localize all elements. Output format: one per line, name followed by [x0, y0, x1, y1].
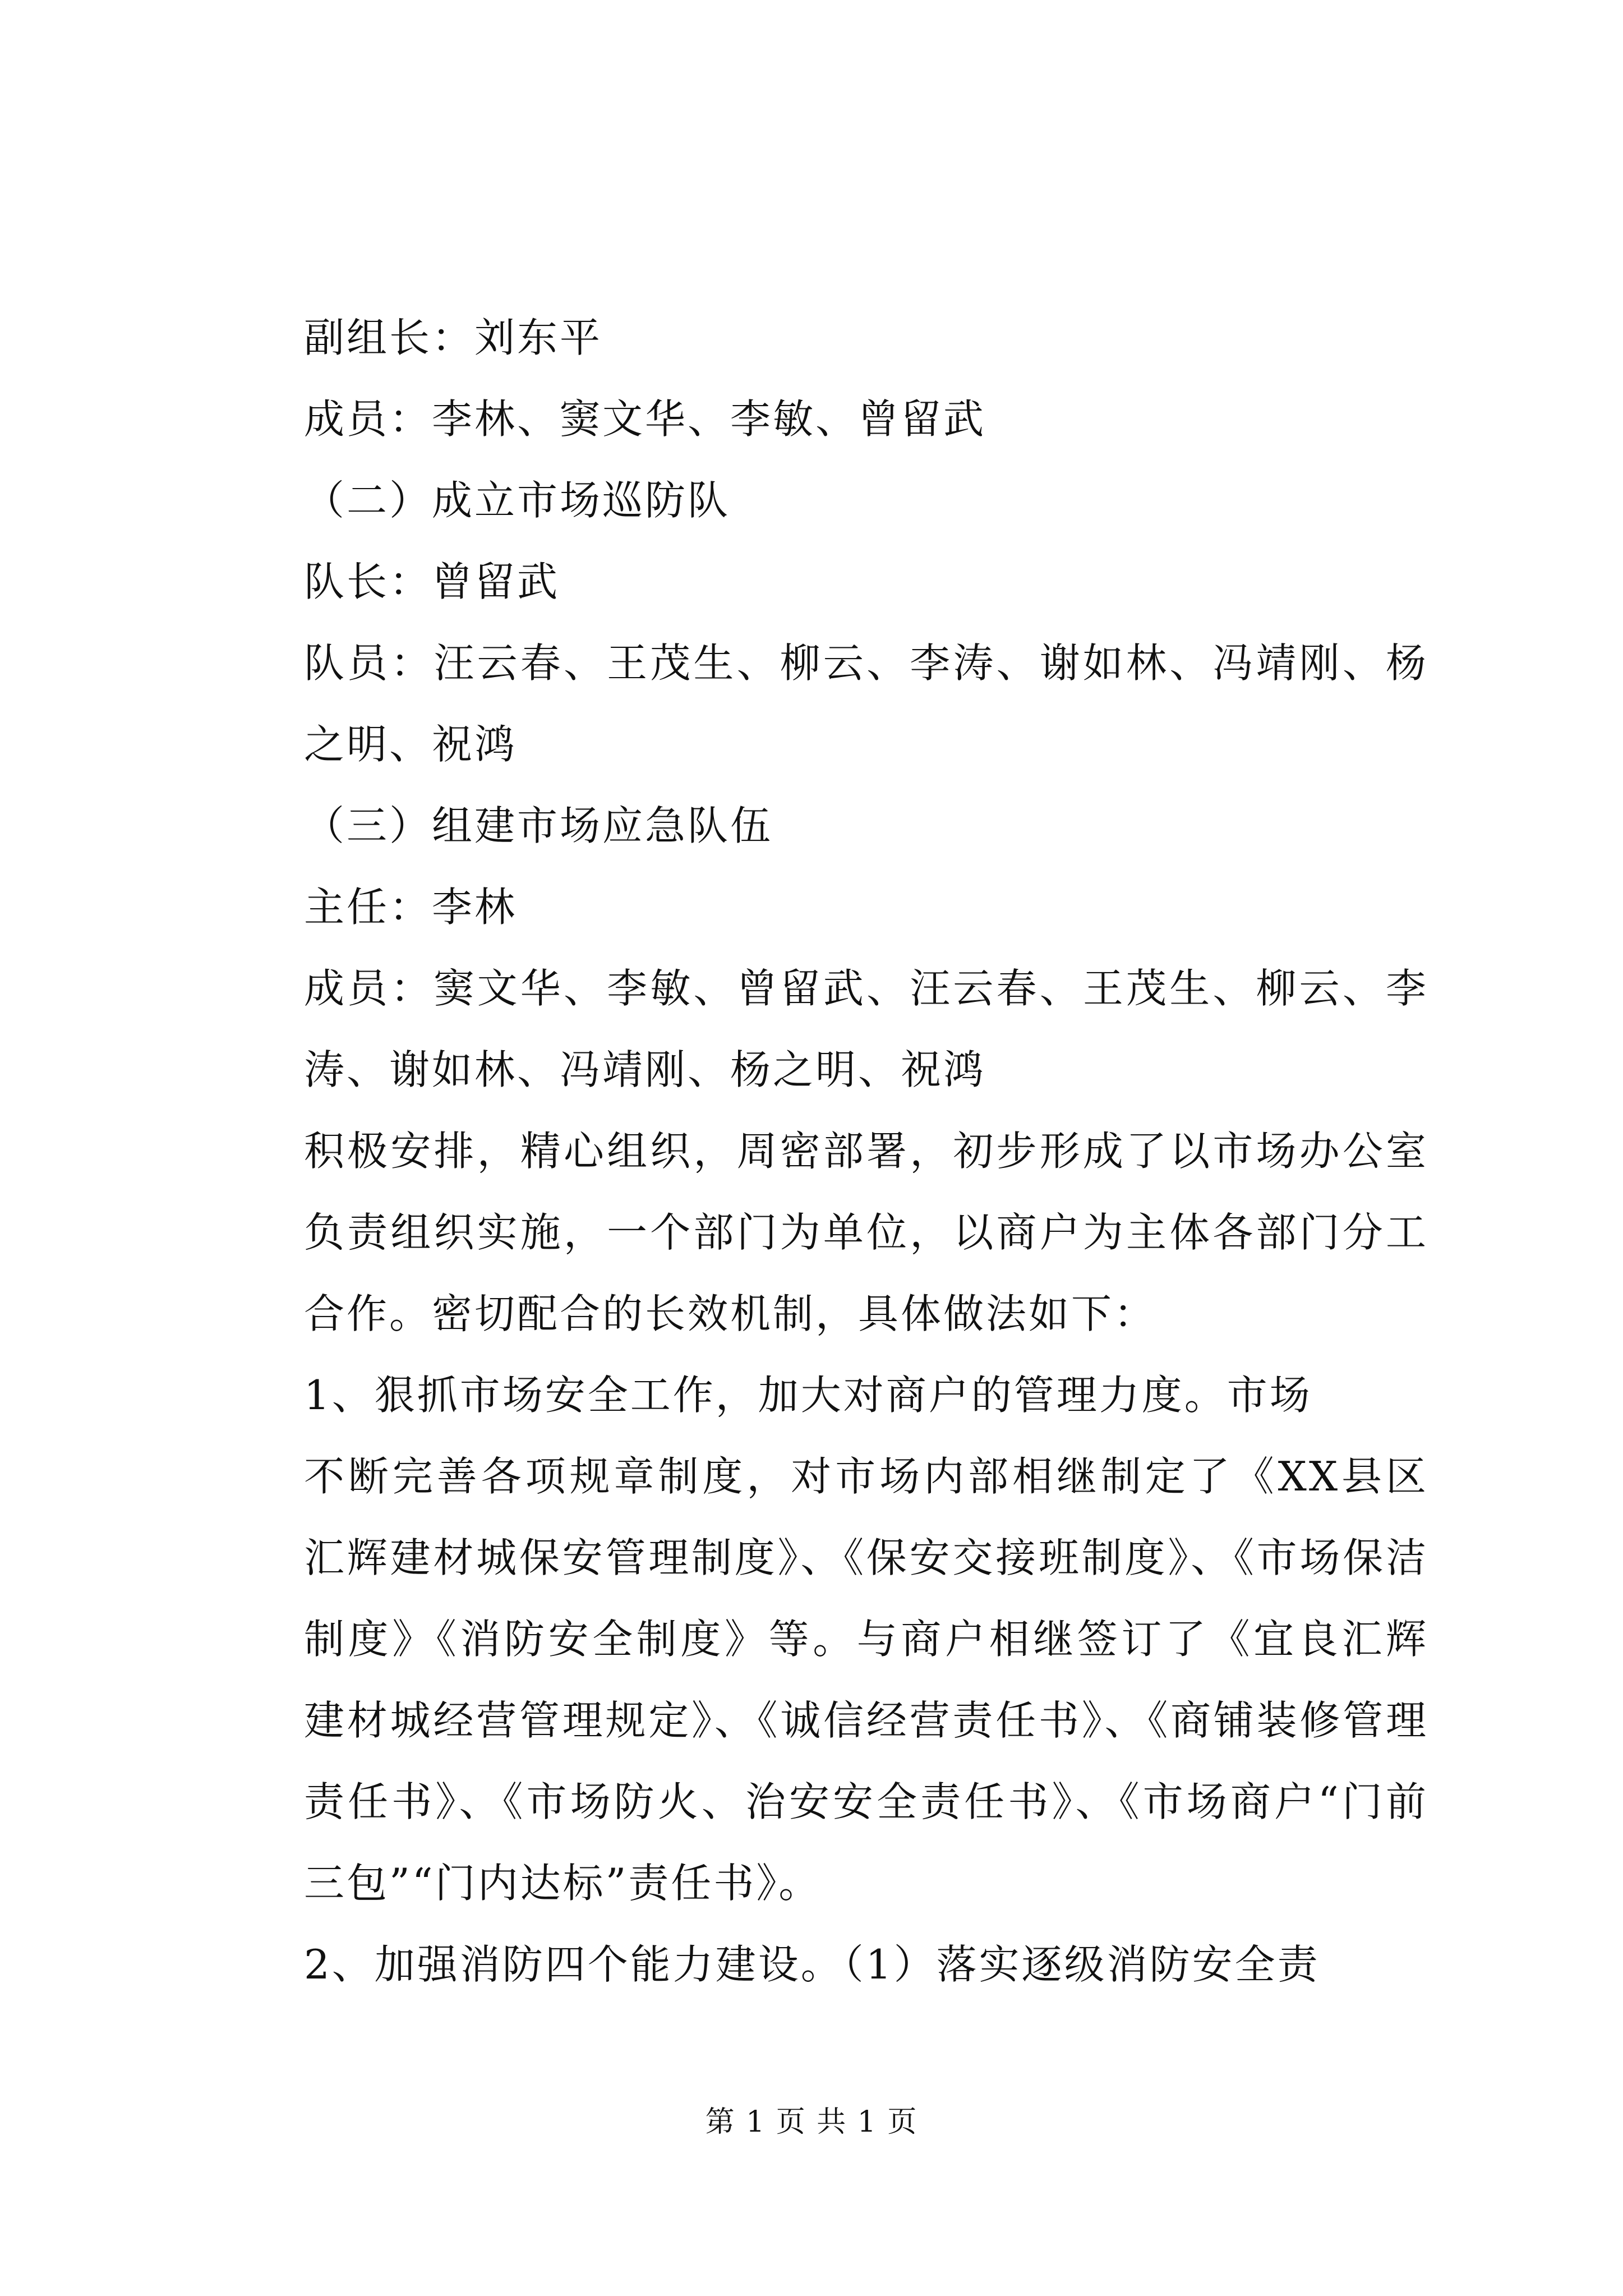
paragraph-mechanism: 积极安排，精心组织，周密部署，初步形成了以市场办公室负责组织实施，一个部门为单位，以商户为主体各部门分工合作。密切配合的长效机制，具体做法如下： — [304, 1128, 1428, 1337]
paragraph-team-members: 队员：汪云春、王茂生、柳云、李涛、谢如林、冯靖刚、杨之明、祝鸿 — [304, 639, 1428, 768]
paragraph-team-captain: 队长：曾留武 — [304, 558, 560, 605]
paragraph-director: 主任：李林 — [304, 884, 518, 931]
paragraph-regulations: 不断完善各项规章制度，对市场内部相继制定了《XX县区汇辉建材城保安管理制度》、《保安交接班制度》、《市场保洁制度》《消防安全制度》等。与商户相继签订了《宜良汇辉建材城经营管理规定》、《诚信经营责任书》、《商铺装修管理责任书》、《市场防火、治安安全责任书》、《市场商户“门前三包”“门内达标”责任书》。 — [304, 1453, 1428, 1907]
paragraph-deputy-leader: 副组长：刘东平 — [304, 314, 603, 361]
paragraph-members-1: 成员：李林、窦文华、李敏、曾留武 — [304, 395, 986, 443]
document-body — [304, 297, 1428, 2005]
paragraph-section-3-heading: （三）组建市场应急队伍 — [304, 802, 773, 849]
paragraph-members-2: 成员：窦文华、李敏、曾留武、汪云春、王茂生、柳云、李涛、谢如林、冯靖刚、杨之明、祝鸿 — [304, 965, 1428, 1093]
paragraph-item-1: 1、狠抓市场安全工作，加大对商户的管理力度。市场 — [304, 1372, 1312, 1419]
page-number-footer: 第 1 页 共 1 页 — [705, 2105, 918, 2139]
paragraph-section-2-heading: （二）成立市场巡防队 — [304, 477, 731, 524]
paragraph-item-2: 2、加强消防四个能力建设。（1）落实逐级消防安全责 — [304, 1941, 1320, 1988]
